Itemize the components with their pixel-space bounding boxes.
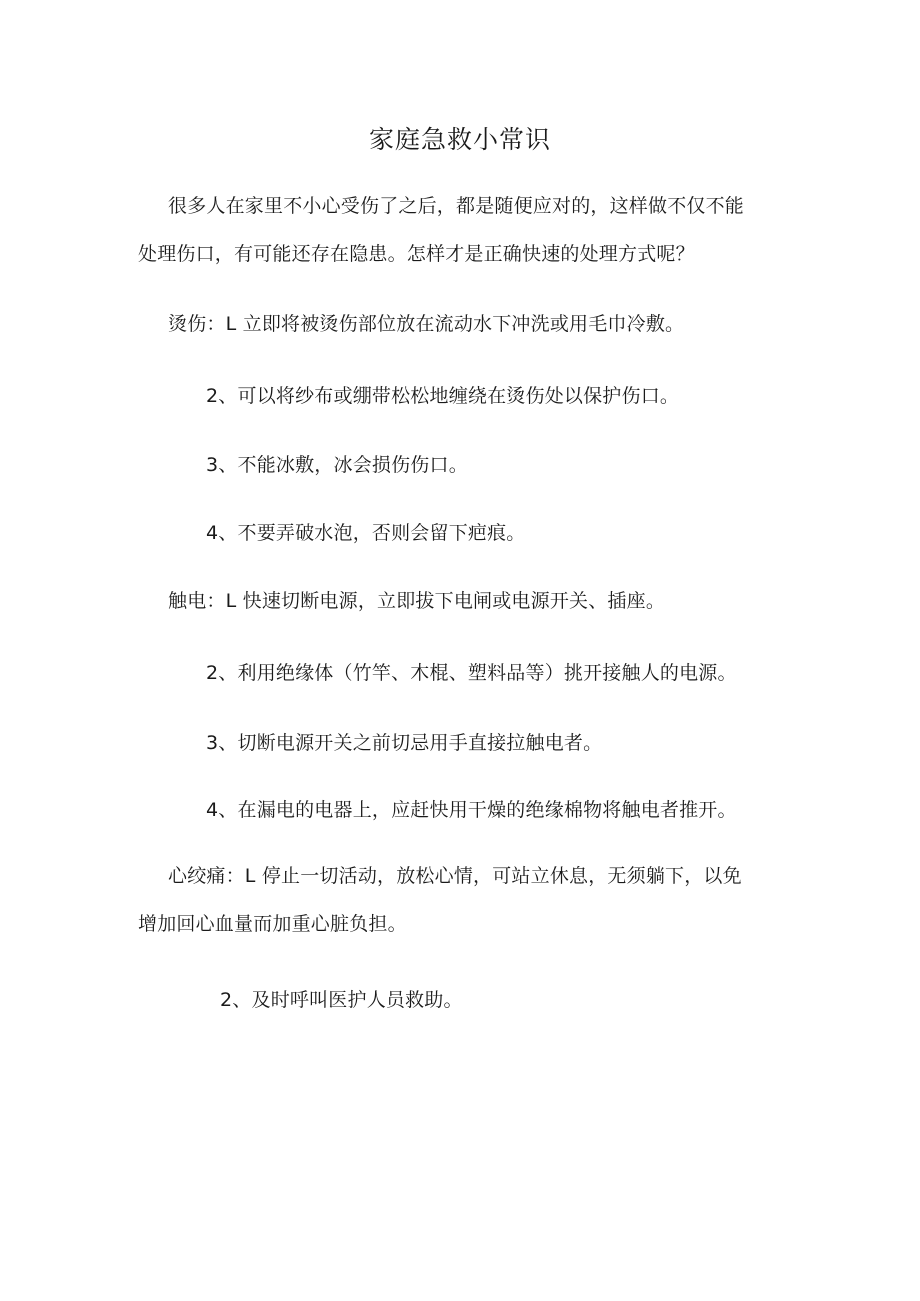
electric-shock-step-1: 触电：L 快速切断电源，立即拔下电闸或电源开关、插座。 bbox=[168, 590, 666, 612]
electric-shock-step-4: 4、在漏电的电器上，应赶快用干燥的绝缘棉物将触电者推开。 bbox=[206, 799, 737, 821]
burn-step-2: 2、可以将纱布或绷带松松地缠绕在烫伤处以保护伤口。 bbox=[206, 385, 680, 407]
electric-shock-step-2: 2、利用绝缘体（竹竿、木棍、塑料品等）挑开接触人的电源。 bbox=[206, 662, 737, 684]
angina-step-1-line-1: 心绞痛：L 停止一切活动，放松心情，可站立休息，无须躺下，以免 bbox=[168, 865, 742, 887]
burn-step-4: 4、不要弄破水泡，否则会留下疤痕。 bbox=[206, 522, 526, 544]
angina-step-2: 2、及时呼叫医护人员救助。 bbox=[220, 989, 463, 1011]
burn-step-3: 3、不能冰敷，冰会损伤伤口。 bbox=[206, 454, 468, 476]
document-title: 家庭急救小常识 bbox=[368, 125, 551, 154]
burn-step-1: 烫伤：L 立即将被烫伤部位放在流动水下冲洗或用毛巾冷敷。 bbox=[168, 313, 685, 335]
intro-paragraph-line-1: 很多人在家里不小心受伤了之后，都是随便应对的，这样做不仅不能 bbox=[168, 195, 745, 217]
angina-step-1-line-2: 增加回心血量而加重心脏负担。 bbox=[138, 913, 407, 935]
electric-shock-step-3: 3、切断电源开关之前切忌用手直接拉触电者。 bbox=[206, 732, 603, 754]
intro-paragraph-line-2: 处理伤口，有可能还存在隐患。怎样才是正确快速的处理方式呢？ bbox=[138, 243, 695, 265]
